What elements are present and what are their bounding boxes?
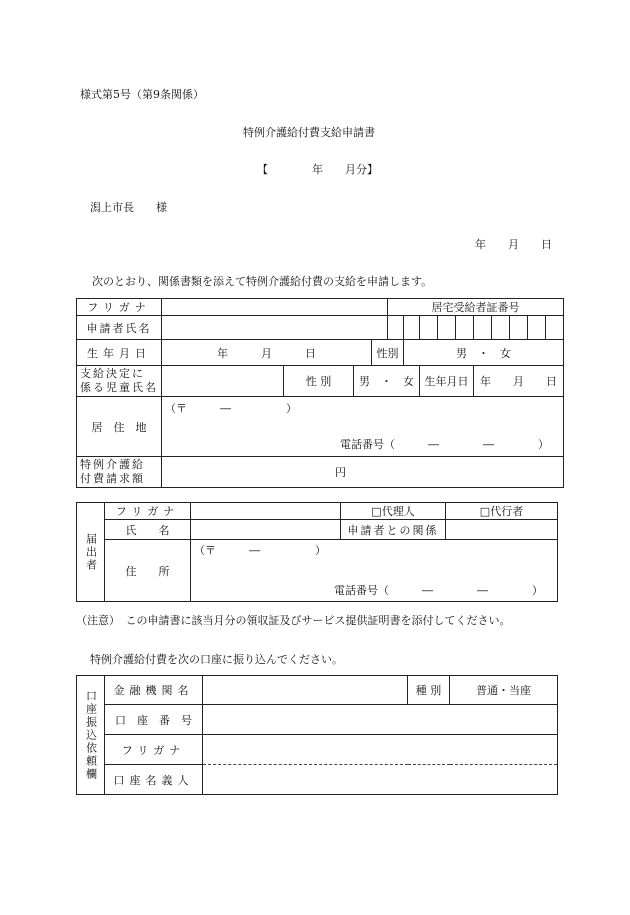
cert-digit-box[interactable] [420, 316, 438, 340]
cert-digit-box[interactable] [438, 316, 456, 340]
residence-phone: 電話番号（ ― ― ） [340, 438, 549, 451]
bank-furigana-label: フリガナ [105, 735, 203, 765]
dob-field[interactable]: 年 月 日 [162, 340, 372, 366]
notifier-address-field[interactable] [191, 540, 558, 602]
child-name-label-line1: 支給決定に [80, 367, 145, 380]
claim-amount-field[interactable] [162, 457, 564, 488]
transfer-intro: 特例介護給付費を次の口座に振り込んでください。 [90, 653, 343, 666]
bank-transfer-table [76, 675, 558, 795]
bank-side-label [77, 676, 105, 795]
furigana-label: フリガナ [77, 299, 162, 316]
account-number-field[interactable] [203, 705, 558, 735]
notifier-phone: 電話番号（ ― ― ） [334, 584, 543, 597]
cert-digit-box[interactable] [528, 316, 546, 340]
dob-label: 生年月日 [77, 340, 162, 366]
cert-digit-box[interactable] [492, 316, 510, 340]
notifier-side-text: 届出者 [84, 532, 98, 572]
intro-text: 次のとおり、関係書類を添えて特例介護給付費の支給を申請します。 [92, 275, 433, 288]
applicant-name-field[interactable] [162, 316, 388, 340]
form-number: 様式第5号（第9条関係） [80, 88, 204, 101]
cert-digit-box[interactable] [510, 316, 528, 340]
cert-digit-box[interactable] [456, 316, 474, 340]
agent-checkbox[interactable]: □代理人 [341, 503, 446, 520]
cert-digit-box[interactable] [474, 316, 492, 340]
notifier-side-label [77, 503, 105, 602]
notifier-name-label: 氏 名 [105, 520, 191, 540]
notifier-name-field[interactable] [191, 520, 341, 540]
cert-digit-box[interactable] [546, 316, 564, 340]
child-dob-field[interactable]: 年 月 日 [474, 366, 564, 397]
child-name-field[interactable] [162, 366, 284, 397]
account-number-label: 口 座 番 号 [105, 705, 203, 735]
notifier-address-label: 住 所 [105, 540, 191, 602]
target-month: 【 年 月分】 [257, 163, 378, 176]
account-type-field[interactable]: 普通・当座 [450, 676, 558, 705]
attachment-note: （注意） この申請書に該当月分の領収証及びサービス提供証明書を添付してください。 [76, 614, 511, 627]
applicant-name-label: 申請者氏名 [77, 316, 162, 340]
proxy-checkbox[interactable]: □代行者 [446, 503, 558, 520]
institution-label: 金融機関名 [105, 676, 203, 705]
application-date: 年 月 日 [475, 238, 552, 251]
sex-field[interactable]: 男 ・ 女 [404, 340, 564, 366]
notifier-postal: （〒 ― ） [194, 544, 326, 557]
institution-field[interactable] [203, 676, 408, 705]
child-name-label-line2: 係る児童氏名 [80, 381, 158, 394]
form-title: 特例介護給付費支給申請書 [243, 126, 375, 139]
furigana-field[interactable] [162, 299, 388, 316]
yen-unit: 円 [335, 466, 346, 479]
child-dob-label: 生年月日 [420, 366, 474, 397]
claim-amount-label [77, 457, 162, 488]
residence-postal: （〒 ― ） [165, 402, 297, 415]
sex-label: 性別 [372, 340, 404, 366]
account-holder-label: 口座名義人 [105, 765, 203, 795]
notifier-table [76, 502, 558, 602]
claim-amount-label-line1: 特例介護給 [80, 458, 145, 471]
cert-digit-box[interactable] [404, 316, 420, 340]
bank-side-text: 口座振込依頼欄 [84, 689, 98, 781]
residence-field[interactable] [162, 397, 564, 457]
relation-label: 申請者との関係 [341, 520, 446, 540]
notifier-furigana-field[interactable] [191, 503, 341, 520]
child-sex-label: 性 別 [284, 366, 354, 397]
claim-amount-label-line2: 付費請求額 [80, 472, 145, 485]
child-sex-field[interactable]: 男 ・ 女 [354, 366, 420, 397]
applicant-table [76, 298, 564, 488]
addressee: 潟上市長 様 [90, 201, 167, 214]
child-name-label [77, 366, 162, 397]
bank-furigana-field[interactable] [203, 735, 558, 765]
cert-digit-box[interactable] [388, 316, 404, 340]
relation-field[interactable] [446, 520, 558, 540]
notifier-furigana-label: フリガナ [105, 503, 191, 520]
residence-label: 居 住 地 [77, 397, 162, 457]
account-holder-field[interactable] [203, 765, 558, 795]
certificate-number-label: 居宅受給者証番号 [388, 299, 564, 316]
account-type-label: 種 別 [408, 676, 450, 705]
